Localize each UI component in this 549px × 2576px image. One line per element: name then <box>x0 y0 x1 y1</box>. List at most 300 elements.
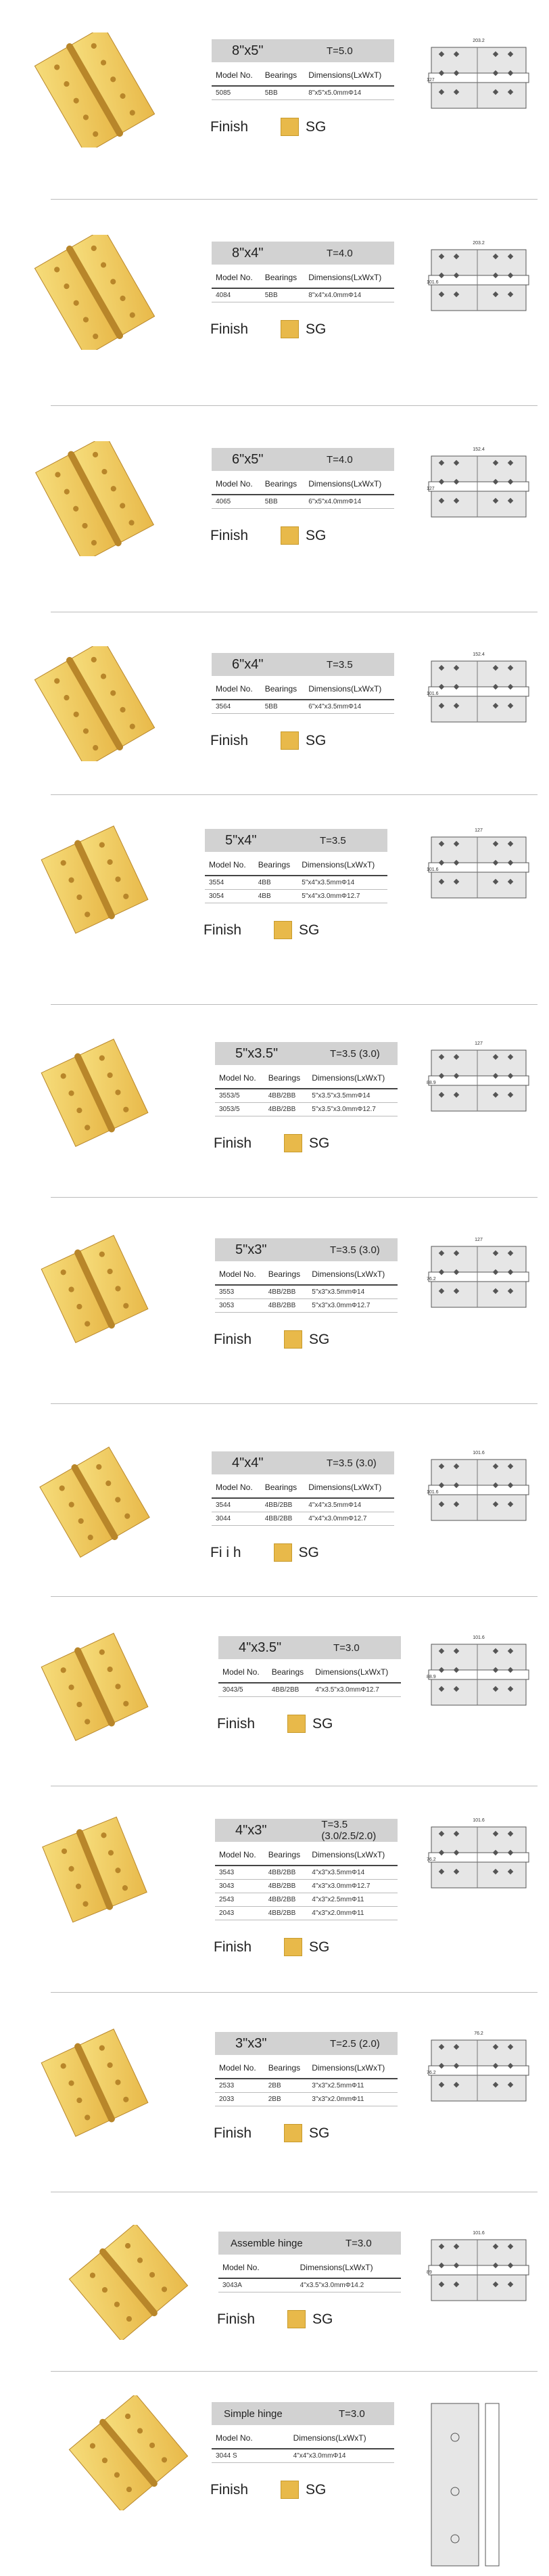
table-cell: 3553 <box>215 1285 264 1299</box>
finish-row <box>214 2124 329 2142</box>
table-row <box>212 495 394 509</box>
hinge-size: 6"x5" <box>232 451 264 467</box>
finish-row <box>210 1543 319 1562</box>
finish-label: Fi i h <box>210 1544 241 1560</box>
table-cell: 5085 <box>212 86 261 100</box>
spec-block <box>212 39 394 100</box>
table-cell: 4BB/2BB <box>261 1512 305 1526</box>
finish-swatch <box>281 118 299 136</box>
col-dims: Dimensions(LxWxT) <box>308 1845 398 1866</box>
title-bar <box>215 1238 398 1261</box>
table-row <box>212 2449 394 2463</box>
drawing-container <box>425 34 533 118</box>
col-bearings: Bearings <box>264 1264 308 1285</box>
table-cell: 2033 <box>215 2093 264 2106</box>
drawing-container <box>425 443 533 527</box>
table-cell: 6"x4"x3.5mmΦ14 <box>304 700 394 714</box>
hinge-photo-container <box>27 1629 162 1748</box>
hinge-photo <box>27 822 162 937</box>
table-row <box>215 1907 398 1920</box>
spec-table <box>212 2428 394 2463</box>
finish-label: Finish <box>210 321 249 337</box>
hinge-photo-container <box>27 1231 162 1350</box>
finish-swatch <box>281 2481 299 2499</box>
finish-code: SG <box>309 1331 330 1347</box>
title-bar <box>215 1819 398 1842</box>
col-model: Model No. <box>218 2257 273 2278</box>
finish-code: SG <box>312 1715 333 1732</box>
finish-swatch <box>281 526 299 545</box>
table-row <box>215 1866 398 1880</box>
table-cell: 4BB <box>254 890 298 903</box>
hinge-photo <box>27 646 162 761</box>
technical-drawing <box>425 1233 533 1314</box>
spec-block <box>212 242 394 302</box>
spec-table <box>212 679 394 714</box>
title-bar <box>212 242 394 265</box>
table-cell: 3"x3"x2.0mmΦ11 <box>308 2093 398 2106</box>
hinge-photo <box>27 32 162 148</box>
table-cell: 5BB <box>261 86 305 100</box>
table-cell: 5BB <box>261 495 305 509</box>
finish-label: Finish <box>214 1135 252 1151</box>
spec-block <box>212 448 394 509</box>
technical-drawing <box>425 1446 533 1527</box>
dim-top-label: 203.2 <box>473 39 485 43</box>
hinge-thickness: T=3.5 (3.0) <box>327 1457 377 1469</box>
table-cell: 5"x3.5"x3.0mmΦ12.7 <box>308 1103 398 1116</box>
col-bearings: Bearings <box>264 2058 308 2079</box>
col-dims: Dimensions(LxWxT) <box>308 1264 398 1285</box>
dim-top-label: 76.2 <box>474 2031 483 2036</box>
finish-swatch <box>287 1715 306 1733</box>
finish-row <box>214 1330 329 1349</box>
drawing-container <box>425 236 533 321</box>
table-cell: 3554 <box>205 876 254 890</box>
finish-code: SG <box>299 922 320 938</box>
finish-label: Finish <box>204 922 242 938</box>
finish-swatch <box>284 1134 302 1152</box>
dim-side-label: 89 <box>427 2270 432 2275</box>
hinge-size: 6"x4" <box>232 656 264 672</box>
col-model: Model No. <box>215 1264 264 1285</box>
product-section <box>0 1993 549 2192</box>
spec-table <box>215 1845 398 1920</box>
table-cell: 3043 <box>215 1880 264 1893</box>
table-cell: 4BB/2BB <box>264 1103 308 1116</box>
drawing-container <box>425 648 533 732</box>
title-bar <box>212 39 394 62</box>
finish-label: Finish <box>214 2125 252 2141</box>
dim-side-label: 101.6 <box>427 692 439 696</box>
dim-side-label: 127 <box>427 487 435 491</box>
hinge-photo <box>27 441 162 556</box>
drawing-container <box>425 1233 533 1317</box>
hinge-photo <box>27 1231 162 1347</box>
finish-code: SG <box>298 1544 319 1560</box>
drawing-container <box>425 2027 533 2111</box>
title-bar <box>212 653 394 676</box>
finish-code: SG <box>306 732 327 748</box>
finish-row <box>217 1715 333 1733</box>
hinge-photo-container <box>27 32 162 151</box>
spec-table <box>218 2257 401 2292</box>
table-cell: 4BB/2BB <box>261 1498 305 1512</box>
col-model: Model No. <box>212 474 261 495</box>
title-bar <box>218 2232 401 2255</box>
table-cell: 8"x5"x5.0mmΦ14 <box>304 86 394 100</box>
spec-table <box>212 65 394 100</box>
table-cell: 3553/5 <box>215 1089 264 1103</box>
finish-row <box>204 921 319 939</box>
table-cell: 3544 <box>212 1498 261 1512</box>
table-row <box>212 86 394 100</box>
col-model: Model No. <box>215 1068 264 1089</box>
hinge-photo-container <box>27 1445 162 1563</box>
hinge-photo <box>27 1812 162 1927</box>
finish-code: SG <box>309 1939 330 1955</box>
col-model: Model No. <box>212 65 261 86</box>
dim-top-label: 152.4 <box>473 652 485 657</box>
product-section <box>0 0 549 200</box>
table-cell: 2543 <box>215 1893 264 1907</box>
spec-table <box>212 474 394 509</box>
finish-row <box>210 2481 326 2499</box>
col-model: Model No. <box>205 855 254 876</box>
col-bearings: Bearings <box>264 1845 308 1866</box>
table-cell: 4BB/2BB <box>264 1089 308 1103</box>
table-cell: 4BB <box>254 876 298 890</box>
product-section <box>0 1597 549 1786</box>
col-bearings: Bearings <box>261 65 305 86</box>
product-section <box>0 612 549 795</box>
col-bearings: Bearings <box>268 1662 312 1683</box>
hinge-photo <box>27 1629 162 1744</box>
dim-top-label: 101.6 <box>473 1818 485 1823</box>
col-model: Model No. <box>218 1662 268 1683</box>
spec-block <box>218 1636 401 1697</box>
dim-side-label: 76.2 <box>427 2071 436 2075</box>
col-dims: Dimensions(LxWxT) <box>297 855 387 876</box>
product-section <box>0 406 549 612</box>
spec-table <box>215 2058 398 2106</box>
table-cell: 4BB/2BB <box>264 1893 308 1907</box>
dim-side-label: 88.9 <box>427 1081 436 1085</box>
dim-side-label: 127 <box>427 78 435 83</box>
col-dims: Dimensions(LxWxT) <box>304 679 394 700</box>
drawing-container <box>418 2397 526 2576</box>
finish-code: SG <box>306 118 327 135</box>
table-cell: 4065 <box>212 495 261 509</box>
col-bearings: Bearings <box>254 855 298 876</box>
dim-side-label: 76.2 <box>427 1857 436 1862</box>
finish-code: SG <box>309 2125 330 2141</box>
table-cell: 4084 <box>212 288 261 302</box>
hinge-thickness: T=3.5 (3.0) <box>330 1244 380 1256</box>
table-cell: 5"x4"x3.0mmΦ12.7 <box>297 890 387 903</box>
hinge-photo-container <box>27 646 162 765</box>
hinge-thickness: T=3.0 <box>339 2408 365 2420</box>
finish-row <box>217 2310 333 2328</box>
drawing-container <box>425 2226 533 2311</box>
hinge-photo-container <box>27 1035 162 1154</box>
table-cell: 4"x3"x2.5mmΦ11 <box>308 1893 398 1907</box>
title-bar <box>215 2032 398 2055</box>
finish-label: Finish <box>214 1939 252 1955</box>
spec-block <box>215 1238 398 1313</box>
hinge-size: 4"x3.5" <box>239 1640 282 1655</box>
col-model: Model No. <box>212 679 261 700</box>
table-cell: 4"x3.5"x3.0mmΦ12.7 <box>311 1683 401 1697</box>
hinge-size: Simple hinge <box>224 2408 283 2420</box>
table-cell: 4"x4"x3.0mmΦ12.7 <box>304 1512 394 1526</box>
dim-side-label: 101.6 <box>427 1490 439 1495</box>
table-cell: 4"x4"x3.0mmΦ14 <box>266 2449 394 2463</box>
hinge-thickness: T=3.0 <box>333 1642 360 1654</box>
hinge-size: 5"x3" <box>235 1242 267 1257</box>
col-dims: Dimensions(LxWxT) <box>304 474 394 495</box>
hinge-thickness: T=3.5 (3.0) <box>330 1047 380 1060</box>
finish-code: SG <box>309 1135 330 1151</box>
col-model: Model No. <box>215 1845 264 1866</box>
table-cell: 4BB/2BB <box>264 1866 308 1880</box>
table-cell: 3053/5 <box>215 1103 264 1116</box>
finish-row <box>210 731 326 750</box>
technical-drawing <box>425 2226 533 2307</box>
col-bearings: Bearings <box>261 474 305 495</box>
hinge-size: 8"x5" <box>232 43 264 58</box>
table-cell: 5"x3.5"x3.5mmΦ14 <box>308 1089 398 1103</box>
finish-row <box>214 1938 329 1956</box>
spec-table <box>205 855 387 903</box>
product-section <box>0 1404 549 1597</box>
hinge-photo-container <box>27 2025 162 2144</box>
table-cell: 3043/5 <box>218 1683 268 1697</box>
col-dims: Dimensions(LxWxT) <box>308 1068 398 1089</box>
col-dims: Dimensions(LxWxT) <box>273 2257 401 2278</box>
table-row <box>212 288 394 302</box>
finish-code: SG <box>312 2311 333 2327</box>
table-cell: 5"x3"x3.0mmΦ12.7 <box>308 1299 398 1313</box>
finish-code: SG <box>306 321 327 337</box>
table-row <box>205 876 387 890</box>
dim-top-label: 127 <box>475 828 483 833</box>
col-model: Model No. <box>215 2058 264 2079</box>
technical-drawing <box>425 823 533 905</box>
table-row <box>215 1299 398 1313</box>
col-bearings: Bearings <box>261 267 305 288</box>
hinge-photo-container <box>27 235 162 353</box>
hinge-photo <box>61 2395 196 2510</box>
table-row <box>215 1285 398 1299</box>
hinge-size: 4"x3" <box>235 1822 267 1838</box>
table-cell: 2BB <box>264 2079 308 2093</box>
finish-swatch <box>287 2310 306 2328</box>
product-section <box>0 1786 549 1993</box>
finish-row <box>214 1134 329 1152</box>
finish-code: SG <box>306 527 327 543</box>
hinge-size: 5"x4" <box>225 832 257 848</box>
finish-label: Finish <box>210 732 249 748</box>
finish-label: Finish <box>210 2481 249 2498</box>
spec-block <box>212 2402 394 2463</box>
spec-block <box>205 829 387 903</box>
title-bar <box>205 829 387 852</box>
spec-table <box>215 1264 398 1313</box>
dim-top-label: 127 <box>475 1238 483 1242</box>
table-row <box>215 1893 398 1907</box>
hinge-thickness: T=5.0 <box>327 45 353 57</box>
col-model: Model No. <box>212 1477 261 1498</box>
col-bearings: Bearings <box>261 1477 305 1498</box>
dim-side-label: 76.2 <box>427 1277 436 1282</box>
col-dims: Dimensions(LxWxT) <box>266 2428 394 2449</box>
table-cell: 4"x3"x2.0mmΦ11 <box>308 1907 398 1920</box>
col-bearings: Bearings <box>261 679 305 700</box>
spec-block <box>215 2032 398 2106</box>
hinge-photo <box>27 235 162 350</box>
table-cell: 3044 <box>212 1512 261 1526</box>
product-section <box>0 1005 549 1198</box>
col-dims: Dimensions(LxWxT) <box>308 2058 398 2079</box>
table-cell: 3054 <box>205 890 254 903</box>
table-cell: 4BB/2BB <box>268 1683 312 1697</box>
title-bar <box>215 1042 398 1065</box>
table-cell: 3053 <box>215 1299 264 1313</box>
technical-drawing <box>425 1813 533 1895</box>
table-row <box>215 1880 398 1893</box>
spec-table <box>212 267 394 302</box>
drawing-container <box>425 1037 533 1121</box>
finish-label: Finish <box>217 1715 256 1732</box>
table-cell: 5BB <box>261 700 305 714</box>
table-row <box>205 890 387 903</box>
table-row <box>215 2079 398 2093</box>
col-dims: Dimensions(LxWxT) <box>304 1477 394 1498</box>
finish-label: Finish <box>210 118 249 135</box>
table-cell: 3543 <box>215 1866 264 1880</box>
spec-table <box>212 1477 394 1526</box>
finish-swatch <box>281 320 299 338</box>
finish-swatch <box>284 2124 302 2142</box>
dim-side-label: 101.6 <box>427 867 439 872</box>
finish-label: Finish <box>217 2311 256 2327</box>
hinge-size: Assemble hinge <box>231 2237 303 2249</box>
technical-drawing <box>425 1631 533 1712</box>
spec-table <box>215 1068 398 1116</box>
title-bar <box>212 1451 394 1474</box>
hinge-thickness: T=3.0 <box>345 2237 372 2249</box>
drawing-container <box>425 1631 533 1715</box>
finish-code: SG <box>306 2481 327 2498</box>
technical-drawing <box>425 443 533 524</box>
finish-row <box>210 118 326 136</box>
table-cell: 3044 S <box>212 2449 266 2463</box>
title-bar <box>212 448 394 471</box>
title-bar <box>218 1636 401 1659</box>
col-model: Model No. <box>212 267 261 288</box>
col-model: Model No. <box>212 2428 266 2449</box>
table-cell: 3043A <box>218 2278 273 2292</box>
spec-block <box>212 1451 394 1526</box>
table-row <box>212 1498 394 1512</box>
technical-drawing <box>418 2397 526 2573</box>
finish-row <box>210 320 326 338</box>
hinge-photo <box>27 2025 162 2140</box>
col-dims: Dimensions(LxWxT) <box>304 267 394 288</box>
table-cell: 4BB/2BB <box>264 1907 308 1920</box>
hinge-thickness: T=3.5 <box>320 834 346 846</box>
technical-drawing <box>425 1037 533 1118</box>
hinge-size: 8"x4" <box>232 245 264 261</box>
table-cell: 4BB/2BB <box>264 1880 308 1893</box>
finish-swatch <box>284 1330 302 1349</box>
col-dims: Dimensions(LxWxT) <box>311 1662 401 1683</box>
hinge-photo-container <box>27 441 162 560</box>
table-cell: 2043 <box>215 1907 264 1920</box>
hinge-size: 4"x4" <box>232 1455 264 1470</box>
hinge-photo-container <box>27 1812 162 1930</box>
dim-top-label: 101.6 <box>473 2231 485 2236</box>
table-cell: 2BB <box>264 2093 308 2106</box>
table-cell: 3"x3"x2.5mmΦ11 <box>308 2079 398 2093</box>
table-cell: 5BB <box>261 288 305 302</box>
table-cell: 8"x4"x4.0mmΦ14 <box>304 288 394 302</box>
table-cell: 4"x3.5"x3.0mmΦ14.2 <box>273 2278 401 2292</box>
table-cell: 5"x4"x3.5mmΦ14 <box>297 876 387 890</box>
hinge-thickness: T=2.5 (2.0) <box>330 2037 380 2050</box>
dim-top-label: 101.6 <box>473 1451 485 1455</box>
col-bearings: Bearings <box>264 1068 308 1089</box>
hinge-photo-container <box>61 2395 196 2514</box>
drawing-container <box>425 1813 533 1898</box>
spec-block <box>212 653 394 714</box>
table-cell: 4"x3"x3.0mmΦ12.7 <box>308 1880 398 1893</box>
hinge-size: 3"x3" <box>235 2035 267 2051</box>
hinge-photo <box>27 1035 162 1150</box>
dim-side-label: 88.9 <box>427 1675 436 1679</box>
table-row <box>218 1683 401 1697</box>
table-cell: 4"x3"x3.5mmΦ14 <box>308 1866 398 1880</box>
product-section <box>0 795 549 1005</box>
product-section <box>0 2192 549 2372</box>
hinge-photo-container <box>27 822 162 941</box>
table-cell: 4BB/2BB <box>264 1299 308 1313</box>
finish-label: Finish <box>210 527 249 543</box>
dim-top-label: 127 <box>475 1041 483 1046</box>
technical-drawing <box>425 236 533 317</box>
title-bar <box>212 2402 394 2425</box>
table-cell: 6"x5"x4.0mmΦ14 <box>304 495 394 509</box>
spec-block <box>215 1819 398 1920</box>
hinge-thickness: T=4.0 <box>327 247 353 259</box>
table-row <box>215 1089 398 1103</box>
technical-drawing <box>425 648 533 729</box>
technical-drawing <box>425 2027 533 2108</box>
dim-top-label: 101.6 <box>473 1635 485 1640</box>
product-section <box>0 2372 549 2561</box>
spec-table <box>218 1662 401 1697</box>
col-dims: Dimensions(LxWxT) <box>304 65 394 86</box>
hinge-thickness: T=4.0 <box>327 453 353 466</box>
product-section <box>0 1198 549 1404</box>
technical-drawing <box>425 34 533 115</box>
hinge-thickness: T=3.5 <box>327 658 353 671</box>
table-cell: 5"x3"x3.5mmΦ14 <box>308 1285 398 1299</box>
product-section <box>0 200 549 406</box>
table-row <box>215 2093 398 2106</box>
spec-block <box>218 2232 401 2292</box>
